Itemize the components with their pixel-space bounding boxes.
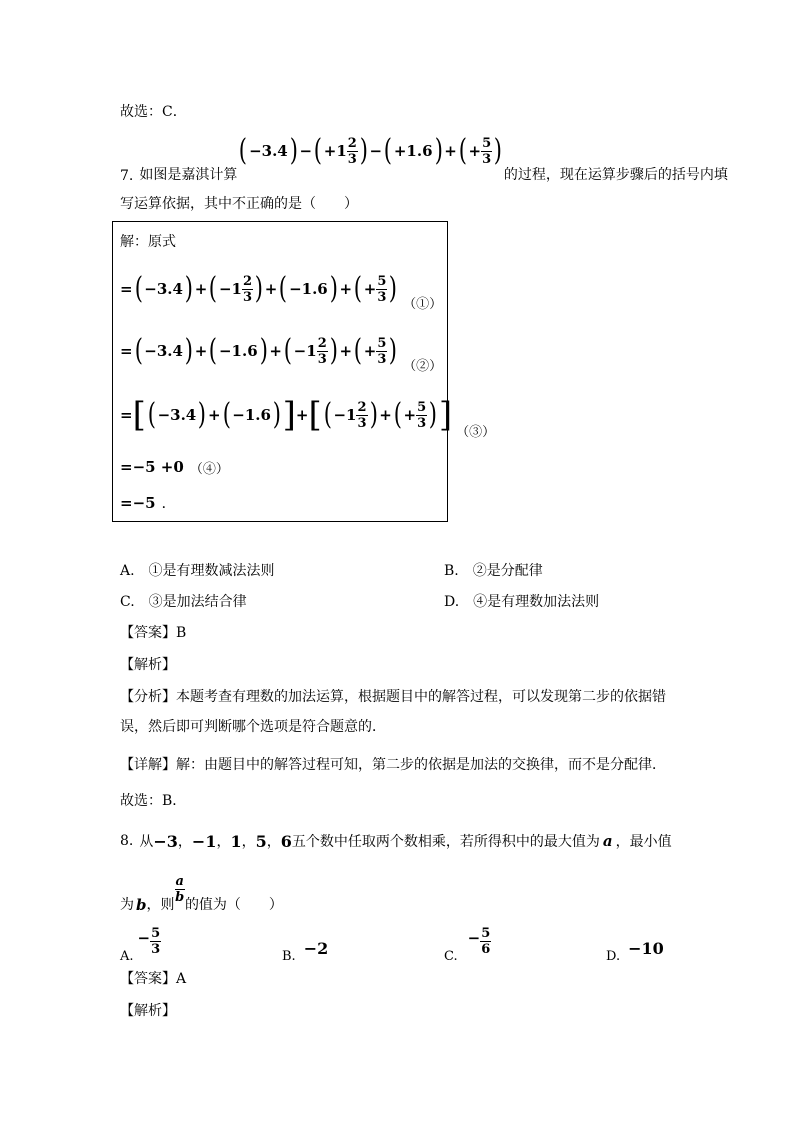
q7-expr-term-c: +1.6 (393, 142, 433, 160)
q8-stem-line2: 为 b ，则 $\frac{a}{b}$ 的值为（ ） (120, 873, 283, 914)
q8-num-2: 1 (230, 831, 242, 851)
solution-step-4: =−5 +0 （④） (120, 458, 229, 477)
q8-num-1: −1 (191, 831, 217, 851)
q8-ratio-frac: $\frac{a}{b}$ (175, 873, 185, 905)
q7-stem-line2: 写运算依据，其中不正确的是（ ） (120, 196, 358, 212)
q7-expr-term-b-frac: $\frac{2}{3}$ (347, 135, 357, 167)
q7-expr-term-b-int: +1 (323, 142, 347, 160)
q7-analysis-line1: 【分析】本题考查有理数的加法运算，根据题目中的解答过程，可以发现第二步的依据错 (120, 689, 666, 705)
q8-option-b[interactable]: B. −2 (282, 938, 329, 964)
q7-expr-term-d-frac: $\frac{5}{3}$ (482, 135, 492, 167)
solution-step-1: = ( −3.4 ) + ( −1 $\frac{2}{3}$ ) + ( −1.6 ) + ( + $\frac{5}{3}$ ) （①） (120, 271, 443, 312)
q8-num-3: 5 (255, 831, 267, 851)
q8-option-c[interactable]: C. − $\frac{5}{6}$ (444, 925, 491, 964)
q7-expr-term-d-sign: + (468, 142, 482, 160)
q8-answer: 【答案】A (120, 971, 187, 987)
q7-option-a[interactable]: A. ①是有理数减法法则 (120, 563, 275, 579)
q7-detail: 【详解】解：由题目中的解答过程可知，第二步的依据是加法的交换律，而不是分配律． (120, 757, 666, 773)
q8-stem-line1: 8. 从 −3 ， −1 ， 1 ， 5 ， 6 五个数中任取两个数相乘，若所得积中的最大值为 a ，最小值 (120, 831, 672, 851)
q7-number: 7. (120, 168, 134, 184)
previous-conclusion: 故选：C． (120, 104, 187, 120)
step-4-note: （④） (189, 461, 229, 477)
q7-expr-op2: − (369, 142, 383, 160)
q8-analysis-title: 【解析】 (120, 1003, 176, 1019)
q8-number: 8. (120, 833, 134, 849)
q7-option-c[interactable]: C. ③是加法结合律 (120, 594, 247, 610)
step-1-note: （①） (403, 297, 443, 312)
q7-expr-op1: − (299, 142, 313, 160)
solution-step-5: =−5 ． (120, 494, 176, 512)
q8-num-0: −3 (153, 831, 178, 851)
q7-expr-op3: + (444, 142, 457, 160)
q7-stem-prefix: 如图是嘉淇计算 (139, 167, 238, 183)
q7-option-b[interactable]: B. ②是分配律 (444, 563, 543, 579)
q7-analysis-title: 【解析】 (120, 657, 176, 673)
q7-stem-line1 (120, 133, 728, 186)
q7-expression: ( −3.4 ) − ( +1 $\frac{2}{3}$ ) − ( +1.6 ) + ( + $\frac{5}{3}$ ) (239, 133, 503, 168)
solution-step-2: = ( −3.4 ) + ( −1.6 ) + ( −1 $\frac{2}{3}$ ) + ( + $\frac{5}{3}$ ) （②） (120, 333, 443, 374)
solution-header: 解：原式 (120, 234, 176, 250)
q8-option-d[interactable]: D. −10 (606, 938, 664, 964)
q7-answer: 【答案】B (120, 625, 187, 641)
step-3-note: （③） (456, 425, 496, 440)
q7-option-d[interactable]: D. ④是有理数加法法则 (444, 594, 600, 610)
q8-var-a: a (602, 832, 613, 850)
q7-stem-suffix: 的过程，现在运算步骤后的括号内填 (503, 167, 728, 183)
solution-step-3: = [ ( −3.4 ) + ( −1.6 ) ] + [ ( −1 $\frac{2}{3}$ ) + ( + $\frac{5}{3}$ ) ] （③） (120, 395, 496, 440)
q8-num-4: 6 (280, 831, 292, 851)
q7-analysis-line2: 误，然后即可判断哪个选项是符合题意的． (120, 719, 386, 735)
q8-option-a[interactable]: A. − $\frac{5}{3}$ (120, 925, 161, 964)
q7-expr-term-a: −3.4 (249, 142, 288, 160)
q8-var-b: b (136, 896, 147, 914)
q7-conclusion: 故选：B． (120, 793, 187, 809)
step-2-note: （②） (403, 359, 443, 374)
